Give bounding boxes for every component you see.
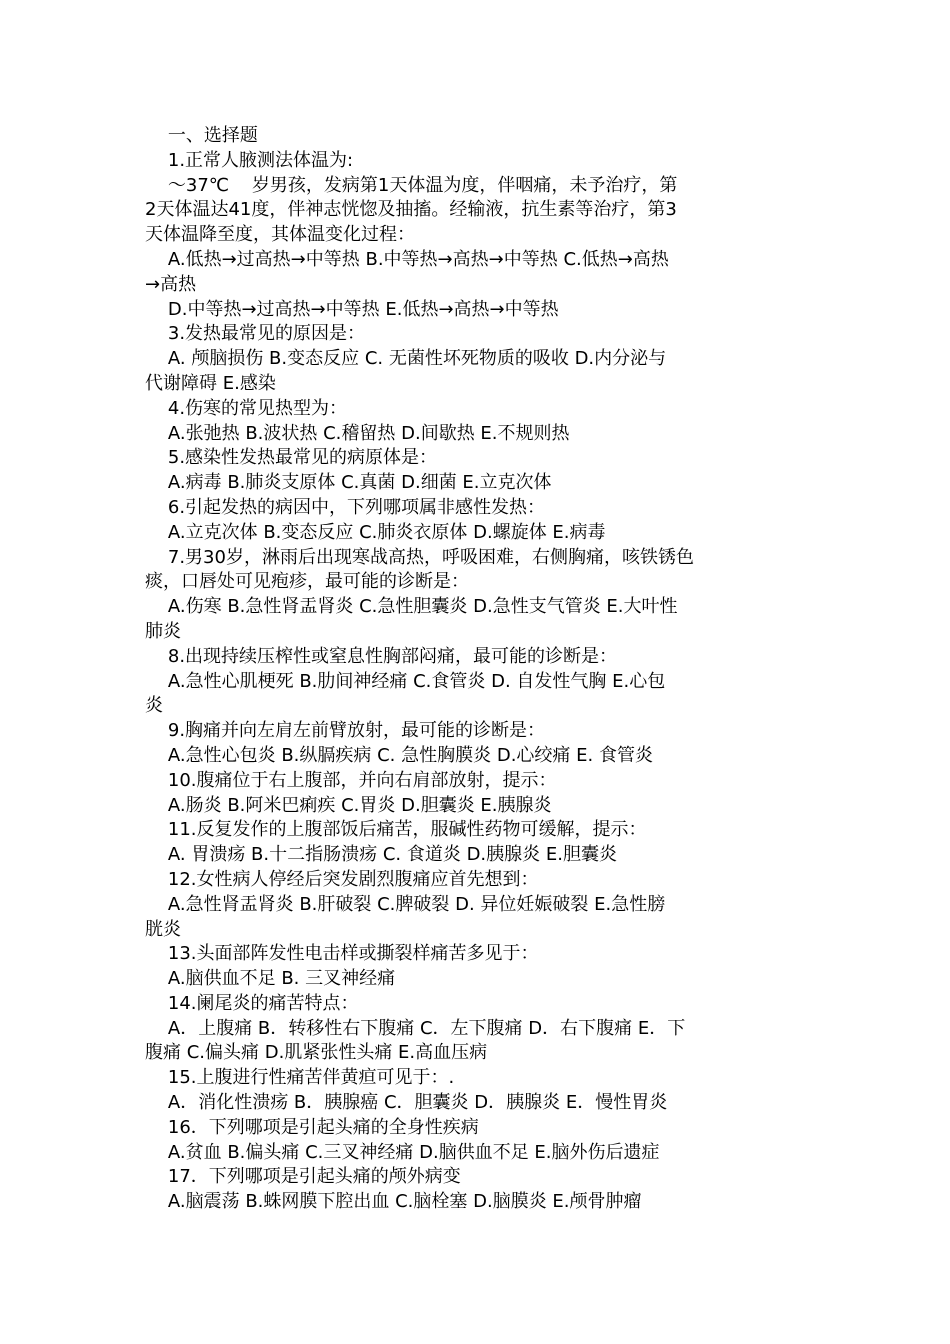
question-2-options-line-1: A.低热→过高热→中等热 B.中等热→高热→中等热 C.低热→高热 [145,248,669,270]
question-3-options-line-1: A. 颅脑损伤 B.变态反应 C. 无菌性坏死物质的吸收 D.内分泌与 [145,348,667,370]
question-6-options: A.立克次体 B.变态反应 C.肺炎衣原体 D.螺旋体 E.病毒 [145,521,606,543]
question-13-options: A.脑供血不足 B. 三叉神经痛 [145,968,396,990]
question-7-options-line-2: 肺炎 [145,620,181,642]
question-15-options: A．消化性溃疡 B．胰腺癌 C．胆囊炎 D．胰腺炎 E．慢性胃炎 [145,1092,668,1114]
question-12-options-line-2: 胱炎 [145,918,181,940]
question-14-options-line-1: A．上腹痛 B．转移性右下腹痛 C．左下腹痛 D．右下腹痛 E．下 [145,1017,686,1039]
question-5: 5.感染性发热最常见的病原体是： [145,447,438,469]
question-8-options-line-1: A.急性心肌梗死 B.肋间神经痛 C.食管炎 D. 自发性气胸 E.心包 [145,670,666,692]
question-4-options: A.张弛热 B.波状热 C.稽留热 D.间歇热 E.不规则热 [145,422,570,444]
question-5-options: A.病毒 B.肺炎支原体 C.真菌 D.细菌 E.立克次体 [145,472,552,494]
section-heading: 一、选择题 [145,125,258,146]
question-6: 6.引起发热的病因中，下列哪项属非感性发热： [145,496,546,518]
question-7-line-1: 7.男30岁，淋雨后出现寒战高热，呼吸困难，右侧胸痛，咳铁锈色 [145,546,694,568]
question-12: 12.女性病人停经后突发剧烈腹痛应首先想到： [145,868,539,890]
question-12-options-line-1: A.急性肾盂肾炎 B.肝破裂 C.脾破裂 D. 异位妊娠破裂 E.急性膀 [145,893,666,915]
question-16: 16．下列哪项是引起头痛的全身性疾病 [145,1116,479,1138]
question-14: 14.阑尾炎的痛苦特点： [145,992,359,1014]
question-2-line-3: 天体温降至度，其体温变化过程： [145,224,415,246]
question-7-options-line-1: A.伤寒 B.急性肾盂肾炎 C.急性胆囊炎 D.急性支气管炎 E.大叶性 [145,596,678,618]
question-3-options-line-2: 代谢障碍 E.感染 [145,372,276,394]
question-8: 8.出现持续压榨性或窒息性胸部闷痛，最可能的诊断是： [145,645,618,667]
question-2-options-line-2: →高热 [145,273,197,295]
question-8-options-line-2: 炎 [145,695,163,717]
question-17: 17．下列哪项是引起头痛的颅外病变 [145,1166,461,1188]
document-page [145,124,810,1215]
question-9: 9.胸痛并向左肩左前臂放射，最可能的诊断是： [145,720,546,742]
question-17-options: A.脑震荡 B.蛛网膜下腔出血 C.脑栓塞 D.脑膜炎 E.颅骨肿瘤 [145,1191,642,1213]
question-10: 10.腹痛位于右上腹部，并向右肩部放射，提示： [145,769,557,791]
question-15: 15.上腹进行性痛苦伴黄疸可见于：. [145,1067,455,1089]
question-11: 11.反复发作的上腹部饭后痛苦，服碱性药物可缓解，提示： [145,819,647,841]
question-4: 4.伤寒的常见热型为： [145,397,348,419]
question-14-options-line-2: 腹痛 C.偏头痛 D.肌紧张性头痛 E.高血压病 [145,1042,488,1064]
question-2-line-2: 2天体温达41度，伴神志恍惚及抽搐。经输液，抗生素等治疗，第3 [145,199,677,221]
question-10-options: A.肠炎 B.阿米巴痢疾 C.胃炎 D.胆囊炎 E.胰腺炎 [145,794,552,816]
question-2-line-1: ～37℃ 岁男孩，发病第1天体温为度，伴咽痛，未予治疗，第 [145,174,678,196]
question-9-options: A.急性心包炎 B.纵膈疾病 C. 急性胸膜炎 D.心绞痛 E. 食管炎 [145,744,653,766]
question-3: 3.发热最常见的原因是： [145,323,366,345]
question-16-options: A.贫血 B.偏头痛 C.三叉神经痛 D.脑供血不足 E.脑外伤后遗症 [145,1141,660,1163]
question-7-line-2: 痰，口唇处可见疱疹，最可能的诊断是： [145,571,469,593]
question-1: 1.正常人腋测法体温为: [145,149,354,171]
question-11-options: A. 胃溃疡 B.十二指肠溃疡 C. 食道炎 D.胰腺炎 E.胆囊炎 [145,844,617,866]
question-2-options-line-3: D.中等热→过高热→中等热 E.低热→高热→中等热 [145,298,559,320]
question-13: 13.头面部阵发性电击样或撕裂样痛苦多见于： [145,943,539,965]
